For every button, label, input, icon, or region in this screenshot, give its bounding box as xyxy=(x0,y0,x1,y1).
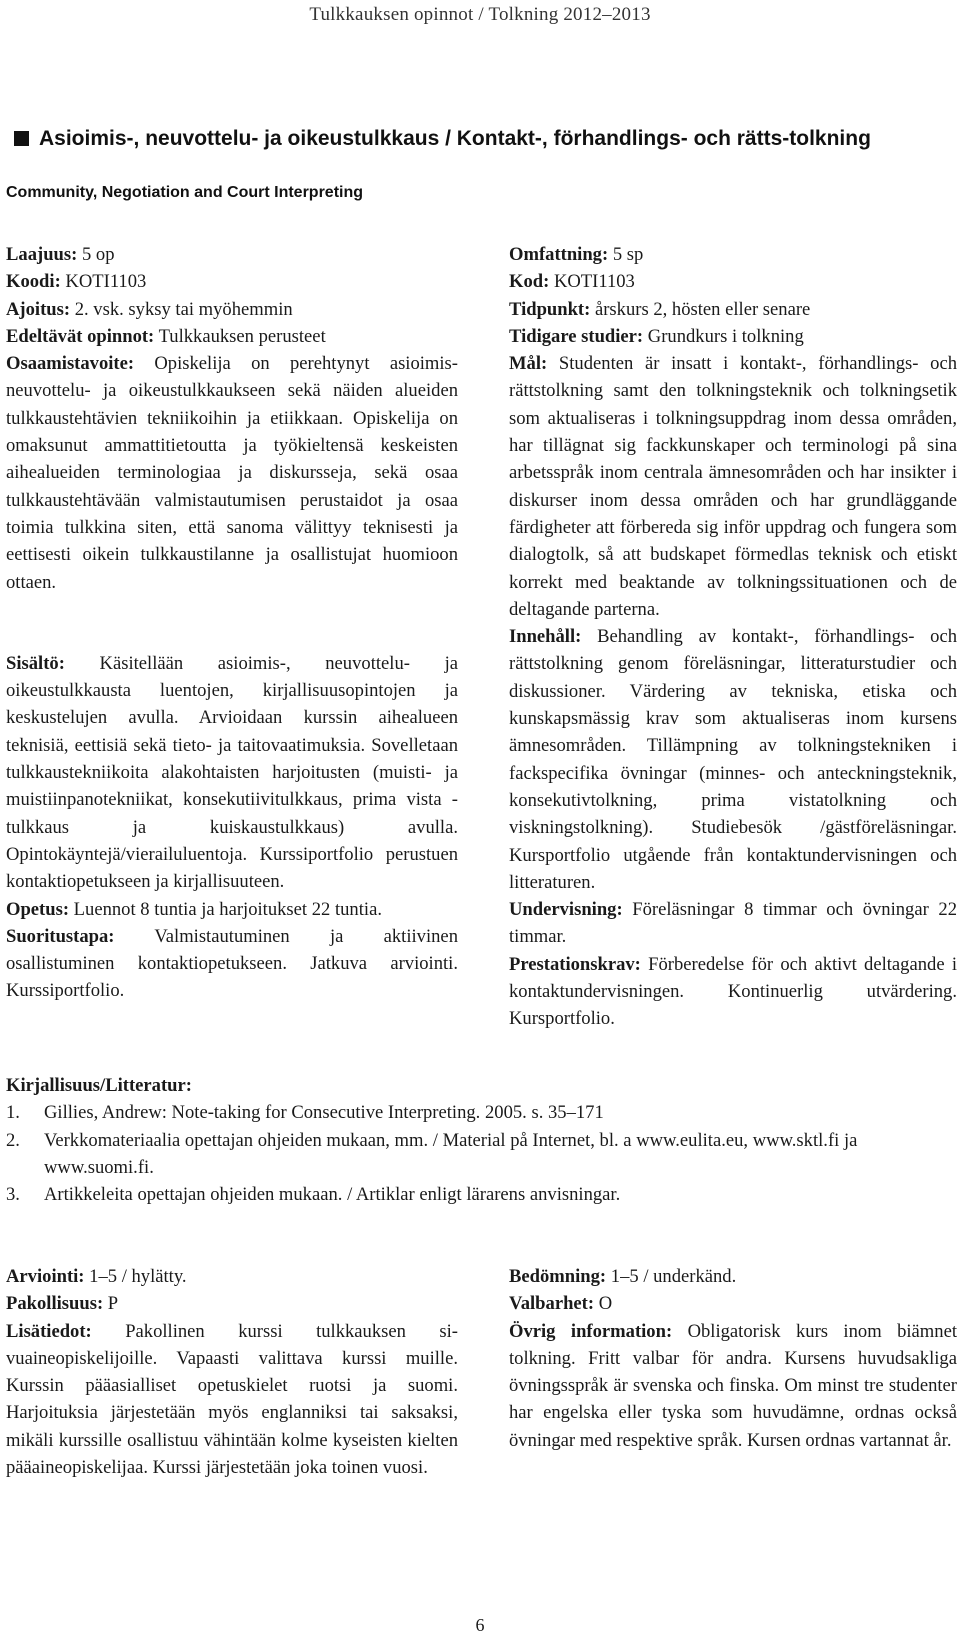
omfattning-row: Omfattning: 5 sp xyxy=(509,244,644,265)
mal-paragraph: Mål: Studenten är insatt i kontakt-, förhandlings- och rättstolkning samt den tolkningsteknik och tolkningsetik som aktualiseras i tolkningsuppdrag inom dessa områden, har tillägnat sig fackkunskaper och terminologi på sina arbetsspråk inom centrala ämnesområden och har insikter i diskurser inom dessa områden och har grundläggande färdigheter att förbereda sig inför uppdrag och fungera som dialogtolk, så att budskapet förmedlas teknisk och etiskt korrekt med beaktande av tolkningssituationen och de deltagande parterna. xyxy=(509,353,957,620)
running-header: Tulkkauksen opinnot / Tolkning 2012–2013 xyxy=(309,4,651,25)
osaamistavoite-paragraph: Osaamistavoite: Opiskelija on perehtynyt asioimis- neuvottelu- ja oikeustulkkaukseen sekä näiden alueiden tulkkaustehtävien tekniikoihin ja etiikkaan. Opiskelija on omaksunut ammattitietoutta ja työkieltensä keskeisten aihealueiden terminologiaa ja diskursseja, sekä osaa tulkkaustehtävään valmistautumisen perustaidot ja osaa toimia tulkkina siten, että sanoma välittyy teknisesti ja eettisesti oikein tulkkaustilanne ja osallistujat huomioon ottaen. xyxy=(6,353,458,593)
literature-item: 3. Artikkeleita opettajan ohjeiden mukaan. / Artiklar enligt lärarens anvisningar. xyxy=(6,1184,621,1206)
pakollisuus-row: Pakollisuus: P xyxy=(6,1293,119,1315)
ovrig-paragraph: Övrig information: Obligatorisk kurs inom biämnet tolkning. Fritt valbar för andra. Kursens huvudsakliga övningsspråk är svenska och finska. Om minst tre studenter har engelska eller tyska som huvudämne, ordnas också övningar med respektive språk. Kursen ordnas vartannat år. xyxy=(509,1320,957,1451)
literature-heading: Kirjallisuus/Litteratur: xyxy=(6,1075,192,1096)
swedish-column xyxy=(509,241,957,1033)
kod-row: Kod: KOTI1103 xyxy=(509,271,635,293)
course-title-text: Asioimis-, neuvottelu- ja oikeustulkkaus / Kontakt-, förhandlings- och rätts-tolkning xyxy=(39,127,871,150)
finnish-column-lower xyxy=(6,1263,458,1481)
page-number: 6 xyxy=(475,1615,485,1635)
square-bullet-icon xyxy=(14,131,29,146)
opetus-paragraph: Opetus: Luennot 8 tuntia ja harjoitukset 22 tuntia. xyxy=(6,898,382,920)
literature-list xyxy=(6,1099,956,1208)
tidpunkt-row: Tidpunkt: årskurs 2, hösten eller senare xyxy=(509,298,811,320)
arviointi-row: Arviointi: 1–5 / hylätty. xyxy=(6,1266,187,1287)
koodi-row: Koodi: KOTI1103 xyxy=(6,271,147,293)
sisalto-paragraph: Sisältö: Käsitellään asioimis-, neuvottelu- ja oikeustulkkausta luentojen, kirjallisuusopintojen ja keskustelujen avulla. Arvioidaan kurssin aihealueen teknisiä, eettisiä sekä tieto- ja taitovaatimuksia. Sovelletaan tulkkaustekniikoita alakohtaisten harjoitusten (muisti- ja muistiinpanotekniikat, konsekutiivitulkkaus, prima vista -tulkkaus ja kuiskaustulkkaus) avulla. Opintokäyntejä/vierailuluentoja. Kurssiportfolio perustuen kontaktiopetukseen ja kirjallisuuteen. xyxy=(6,652,458,893)
course-title xyxy=(6,124,954,154)
finnish-column xyxy=(6,241,458,1005)
lisatiedot-paragraph: Lisätiedot: Pakollinen kurssi tulkkauksen sivuaineopiskelijoille. Vapaasti valittava kurssi muille. Kurssin pääasialliset opetuskielet ruotsi ja suomi. Harjoituksia järjestetään myös englanniksi tai saksaksi, mikäli kurssille osallistuu vähintään kolme kyseisten kielten pääaineopiskelijaa. Kurssi järjestetään joka toinen vuosi. xyxy=(6,1320,458,1479)
course-title-english: Community, Negotiation and Court Interpreting xyxy=(6,184,364,201)
undervisning-paragraph: Undervisning: Föreläsningar 8 timmar och övningar 22 timmar. xyxy=(509,899,957,948)
literature-section xyxy=(6,1072,956,1208)
ajoitus-row: Ajoitus: 2. vsk. syksy tai myöhemmin xyxy=(6,298,293,320)
bedomning-row: Bedömning: 1–5 / underkänd. xyxy=(509,1266,737,1287)
suoritustapa-paragraph: Suoritustapa: Valmistautuminen ja aktiivinen osallistuminen kontaktiopetukseen. Jatkuva arviointi. Kurssiportfolio. xyxy=(6,925,458,1002)
prestationskrav-paragraph: Prestationskrav: Förberedelse för och aktivt deltagande i kontaktundervisningen. Kontinuerlig utvärdering. Kursportfolio. xyxy=(509,953,957,1030)
literature-item: 2. Verkkomateriaalia opettajan ohjeiden mukaan, mm. / Material på Internet, bl. a www.eulita.eu, www.sktl.fi ja www.suomi.fi. xyxy=(6,1129,858,1178)
swedish-column-lower xyxy=(509,1263,957,1454)
edeltavat-row: Edeltävät opinnot: Tulkkauksen perusteet xyxy=(6,325,326,347)
laajuus-row: Laajuus: 5 op xyxy=(6,244,115,265)
literature-item: 1. Gillies, Andrew: Note-taking for Consecutive Interpreting. 2005. s. 35–171 xyxy=(6,1102,604,1124)
innehall-paragraph: Innehåll: Behandling av kontakt-, förhandlings- och rättstolkning genom föreläsningar, litteraturstudier och diskussioner. Värdering av tekniska, etiska och kunskapsmässig krav som aktualiseras inom kursens ämnesområden. Tillämpning av tolkningstekniken i fackspecifika övningar (minnes- och anteckningsteknik, konsekutivtolkning, prima vistatolkning och viskningstolkning). Studiebesök /gästföreläsningar. Kursportfolio utgående från kontaktundervisningen och litteraturen. xyxy=(509,626,957,893)
tidigare-row: Tidigare studier: Grundkurs i tolkning xyxy=(509,325,804,347)
valbarhet-row: Valbarhet: O xyxy=(509,1293,613,1315)
